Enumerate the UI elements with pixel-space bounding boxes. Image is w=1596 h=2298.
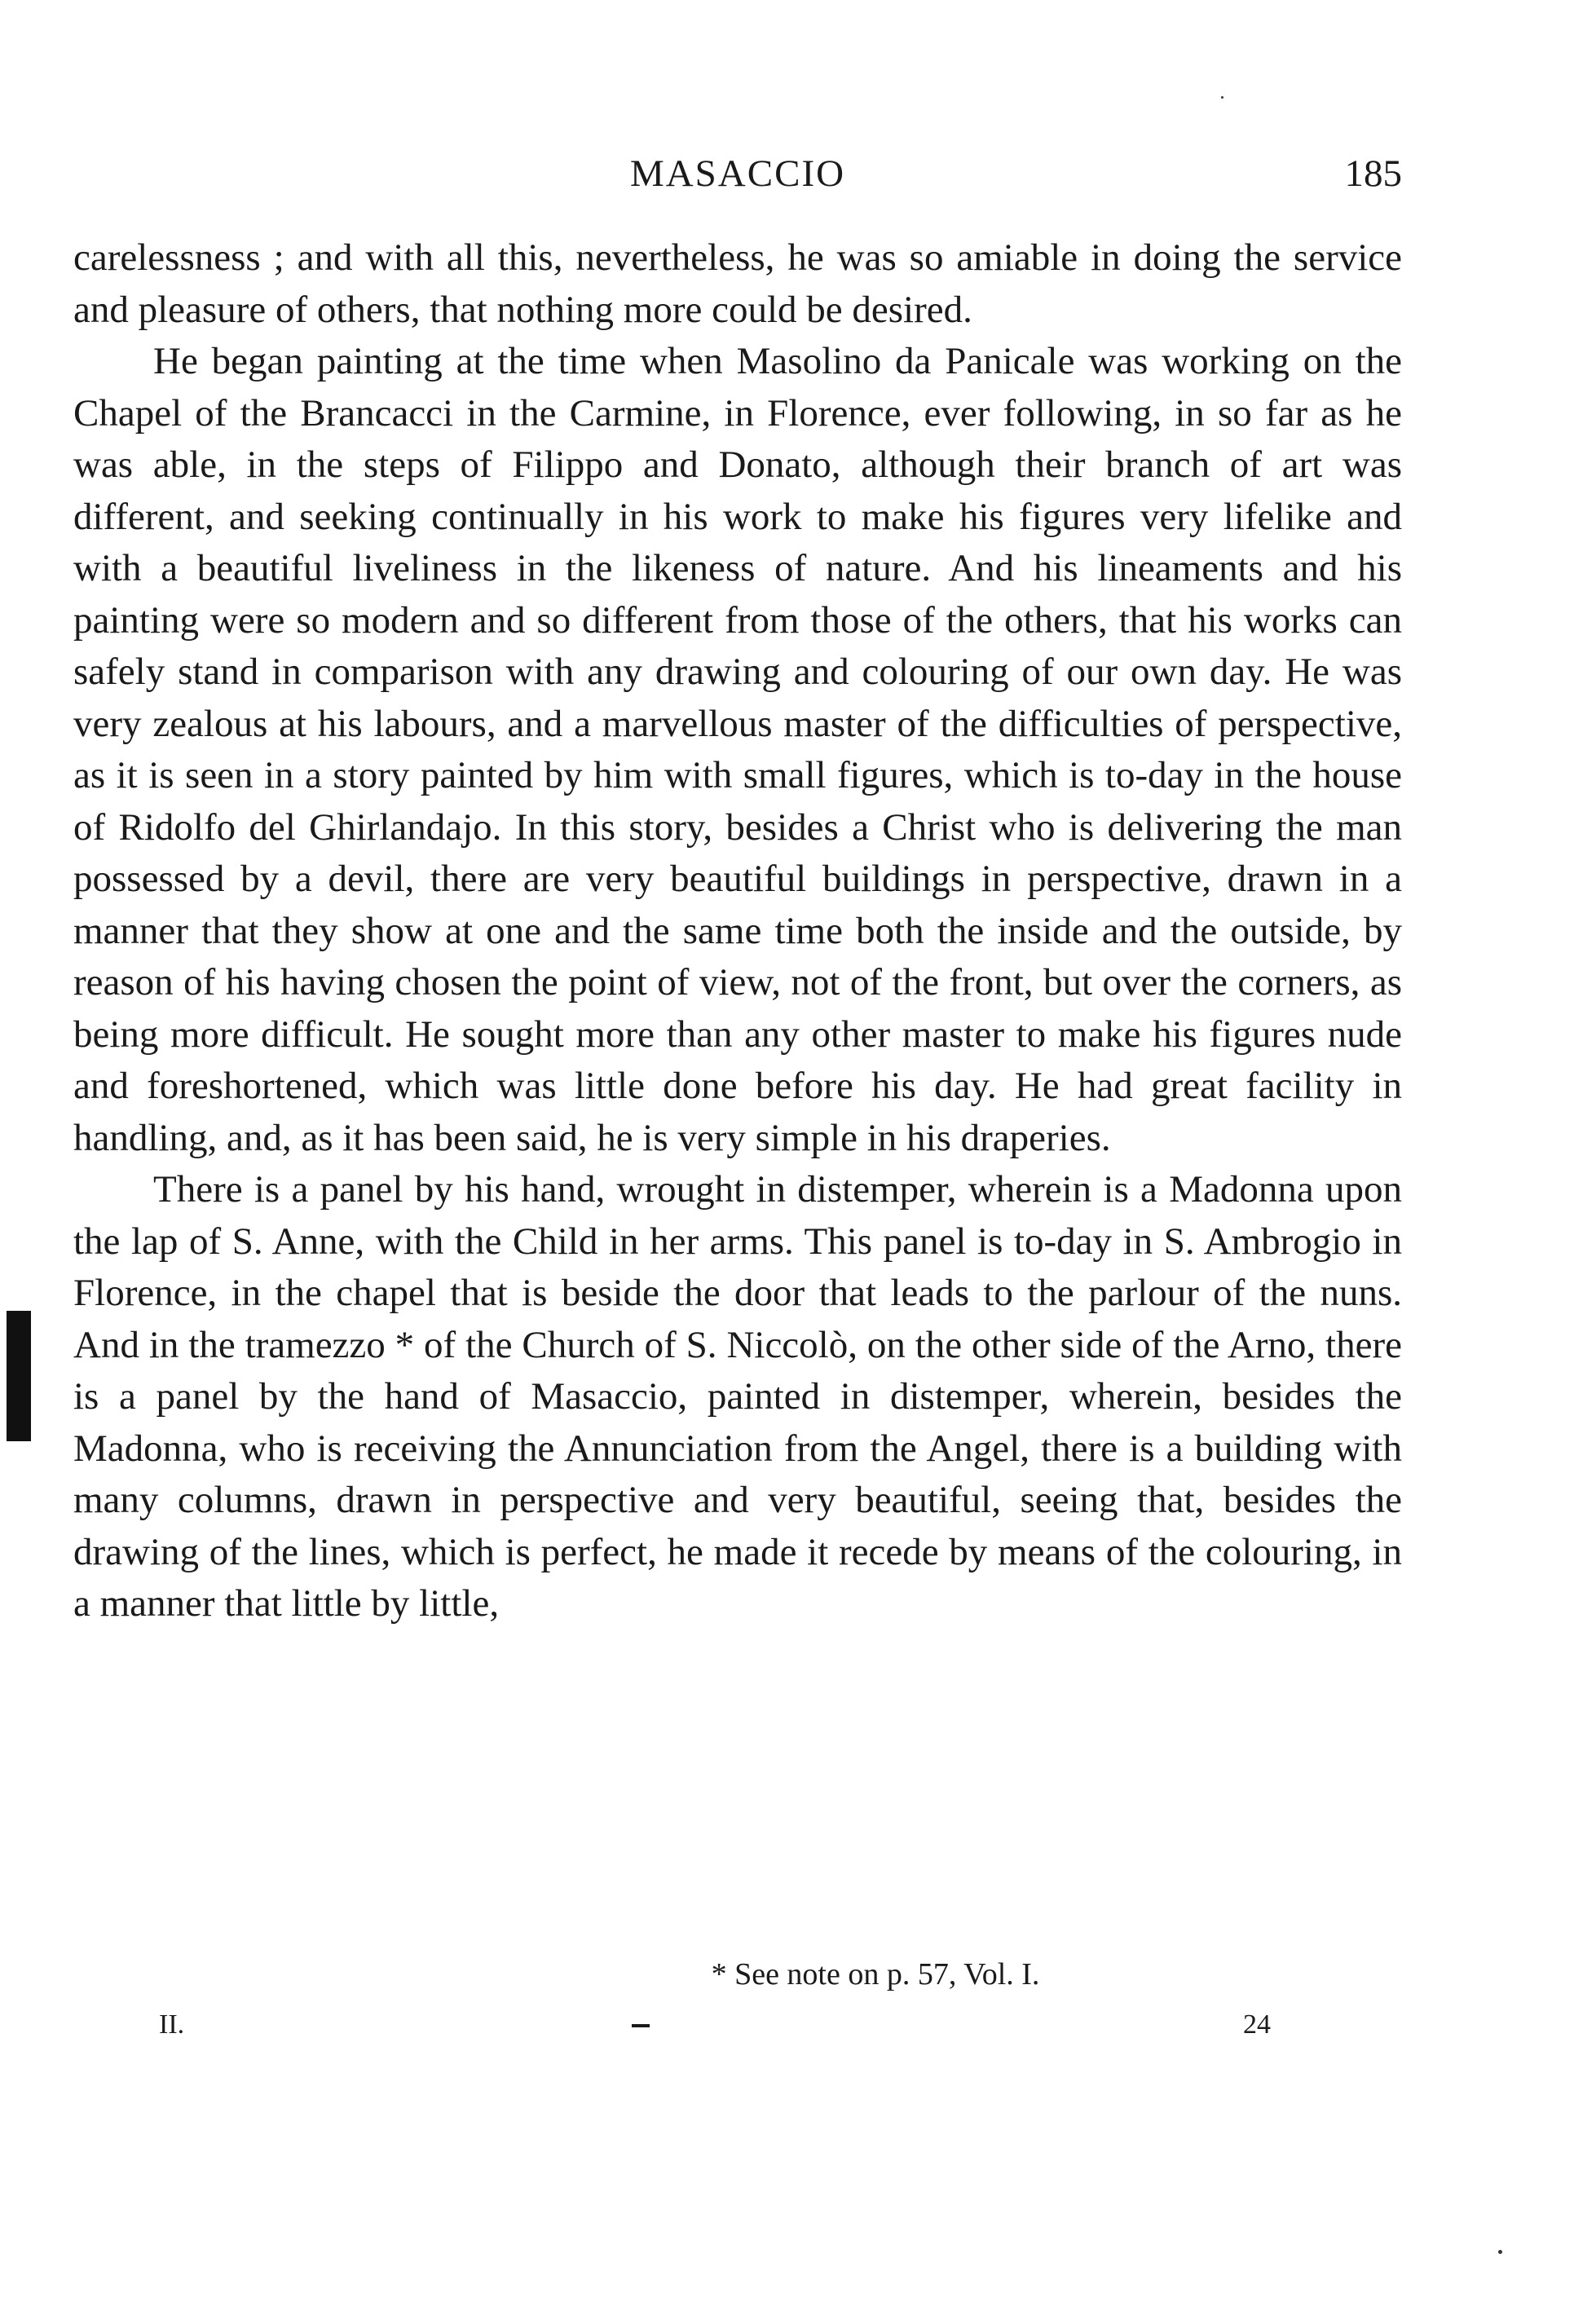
printer-signature — [159, 2009, 1300, 2050]
paragraph: He began painting at the time when Masolino da Panicale was working on the Chapel of the Brancacci in the Carmine, in Florence, ever following, in so far as he was able, in the steps of Filippo and Donato, although their branch of art was different, and seeking continually in his work to make his figures very lifelike and with a beautiful liveliness in the likeness of nature. And his lineaments and his painting were so modern and so different from those of the others, that his works can safely stand in comparison with any drawing and colouring of our own day. He was very zealous at his labours, and a marvellous master of the difficulties of perspective, as it is seen in a story painted by him with small figures, which is to-day in the house of Ridolfo del Ghirlandajo. In this story, besides a Christ who is delivering the man possessed by a devil, there are very beautiful buildings in perspective, drawn in a manner that they show at one and the same time both the inside and the outside, by reason of his having chosen the point of view, not of the front, but over the corners, as being more difficult. He sought more than any other master to make his figures nude and foreshortened, which was little done before his day. He had great facility in handling, and, as it has been said, he is very simple in his draperies. — [73, 340, 1402, 1159]
volume-mark: II. — [159, 2009, 185, 2040]
scan-speck — [1221, 96, 1223, 99]
footnote — [0, 1956, 1596, 1992]
paragraph: carelessness ; and with all this, nevertheless, he was so amiable in doing the service and pleasure of others, that nothing more could be desired. — [73, 236, 1402, 331]
running-head — [73, 152, 1402, 201]
signature-dash — [632, 2024, 650, 2027]
footnote-text: * See note on p. 57, Vol. I. — [711, 1957, 1040, 1991]
paragraph: There is a panel by his hand, wrought in distemper, wherein is a Madonna upon the lap of S. Anne, with the Child in her arms. This panel is to-day in S. Ambrogio in Florence, in the chapel that is beside the door that leads to the parlour of the nuns. And in the tramezzo * of the Church of S. Niccolò, on the other side of the Arno, there is a panel by the hand of Masaccio, painted in distemper, wherein, besides the Madonna, who is receiving the Annunciation from the Angel, there is a building with many columns, drawn in perspective and very beautiful, seeing that, besides the drawing of the lines, which is perfect, he made it recede by means of the colouring, in a manner that little by little, — [73, 1168, 1402, 1625]
scan-margin-mark — [7, 1311, 31, 1441]
body-text — [73, 232, 1402, 1630]
sheet-number: 24 — [1243, 2009, 1271, 2040]
page-number: 185 — [1344, 152, 1402, 195]
running-title: MASACCIO — [629, 152, 846, 195]
scan-speck — [1498, 2250, 1502, 2254]
